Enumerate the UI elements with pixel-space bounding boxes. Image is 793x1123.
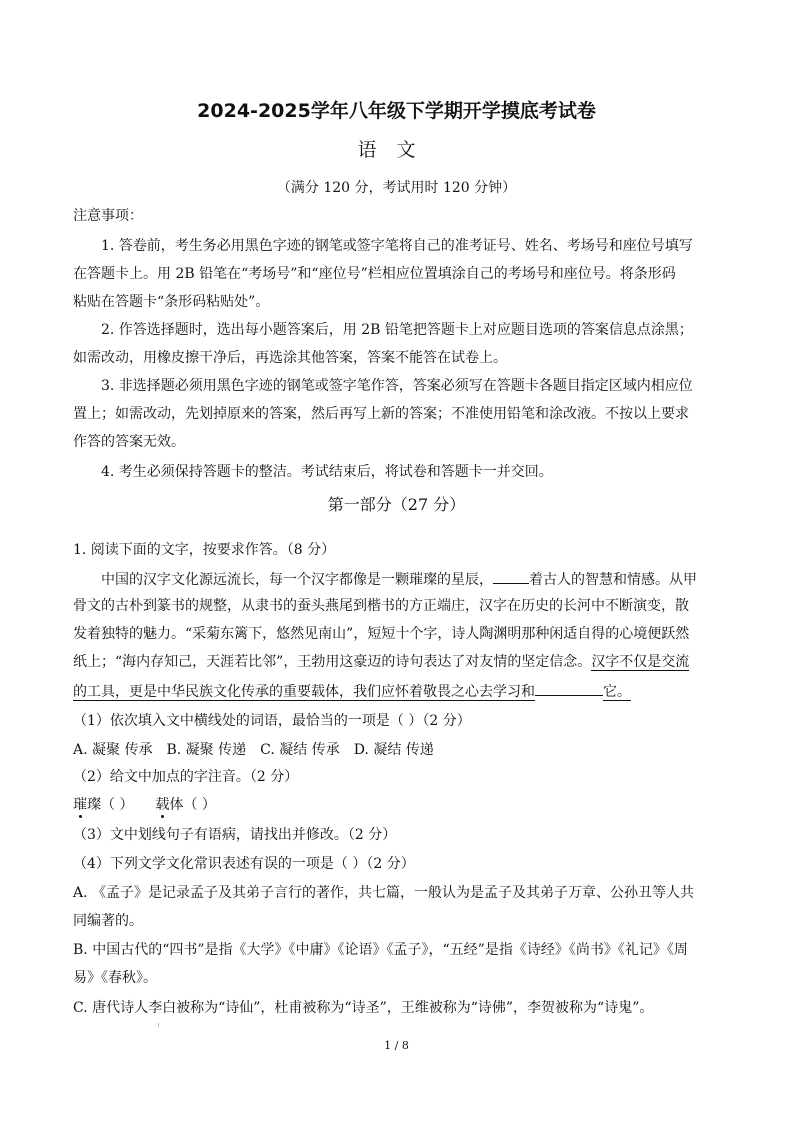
q1-option-b-line-1: B. 中国古代的“四书”是指《大学》《中庸》《论语》《孟子》，“五经”是指《诗经》《尚书》《礼记》《周 — [73, 942, 688, 958]
q1-sub4: （4）下列文学文化常识表述有误的一项是（ ）（2 分） — [73, 856, 415, 872]
q1-passage-line-1 — [101, 568, 697, 590]
q1-sub1: （1）依次填入文中横线处的词语，最恰当的一项是（ ）（2 分） — [73, 713, 471, 729]
notice-1-line-2: 在答题卡上。用 2B 铅笔在“考场号”和“座位号”栏相应位置填涂自己的考场号和座位号。将条形码 — [73, 266, 676, 282]
option-b[interactable]: B. 凝聚 传递 — [166, 742, 247, 758]
fill-blank-1[interactable] — [493, 568, 529, 584]
fill-blank-2[interactable] — [535, 680, 603, 696]
passage-text: 纸上；“海内存知己，天涯若比邻”，王勃用这豪迈的诗句表达了对友情的坚定信念。 — [73, 654, 592, 670]
faint-mark — [158, 1023, 159, 1027]
notice-2-line-1: 2. 作答选择题时，选出每小题答案后，用 2B 铅笔把答题卡上对应题目选项的答案信息点涂黑； — [101, 322, 693, 338]
q1-stem: 1. 阅读下面的文字，按要求作答。（8 分） — [73, 542, 336, 558]
pinyin-blank-1[interactable]: （ ） — [101, 797, 134, 813]
q1-sub1-options — [73, 740, 448, 760]
passage-text: 着古人的智慧和情感。从甲 — [529, 572, 697, 588]
notice-1-line-1: 1. 答卷前，考生务必用黑色字迹的钢笔或签字笔将自己的准考证号、姓名、考场号和座位号填写 — [101, 238, 693, 254]
notice-3-line-2: 置上；如需改动，先划掉原来的答案，然后再写上新的答案；不准使用铅笔和涂改液。不按以上要求 — [73, 406, 689, 422]
word-part: 璨 — [87, 797, 101, 813]
passage-text: 璀 — [409, 572, 423, 588]
underlined-sentence: 汉字不仅是交流 — [591, 654, 690, 670]
option-a[interactable]: A. 凝聚 传承 — [73, 742, 153, 758]
q1-passage-line-3: 发着独特的魅力。“采菊东篱下，悠然见南山”，短短十个字，诗人陶渊明那种闲适自得的心境便跃然 — [73, 626, 690, 642]
score-info: （满分 120 分，考试用时 120 分钟） — [276, 180, 517, 196]
underlined-sentence-end: 它。 — [603, 684, 631, 700]
passage-text: 的星辰， — [437, 572, 493, 588]
notice-3-line-3: 作答的答案无效。 — [73, 434, 185, 450]
option-d[interactable]: D. 凝结 传递 — [353, 742, 434, 758]
q1-option-a-line-2: 同编著的。 — [73, 913, 143, 929]
option-c[interactable]: C. 凝结 传承 — [260, 742, 340, 758]
subject-title: 语文 — [357, 139, 436, 161]
q1-option-b-line-2: 易》《春秋》。 — [73, 970, 157, 986]
q1-sub3: （3）文中划线句子有语病，请找出并修改。（2 分） — [73, 827, 397, 843]
q1-passage-line-5 — [73, 680, 631, 702]
dotted-char: 载 — [155, 797, 170, 813]
notice-heading: 注意事项： — [73, 208, 143, 224]
passage-text: 璨 — [423, 572, 437, 588]
pinyin-blank-2[interactable]: 体（ ） — [169, 797, 216, 813]
q1-passage-line-2: 骨文的古朴到篆书的规整，从隶书的蚕头燕尾到楷书的方正端庄，汉字在历史的长河中不断演变，散 — [73, 598, 689, 614]
notice-3-line-1: 3. 非选择题必须用黑色字迹的钢笔或签字笔作答，答案必须写在答题卡各题目指定区域内相应位 — [101, 378, 693, 394]
exam-title: 2024-2025学年八年级下学期开学摸底考试卷 — [197, 100, 596, 122]
q1-option-a-line-1: A. 《孟子》是记录孟子及其弟子言行的著作，共七篇，一般认为是孟子及其弟子万章、公孙丑等人共 — [73, 885, 695, 901]
section-title: 第一部分（27 分） — [327, 495, 466, 514]
notice-4-line-1: 4. 考生必须保持答题卡的整洁。考试结束后，将试卷和答题卡一并交回。 — [101, 464, 553, 480]
q1-sub2: （2）给文中加点的字注音。（2 分） — [73, 769, 299, 785]
q1-passage-line-4 — [73, 652, 689, 672]
passage-text: 中国的汉字文化源远流长，每一个汉字都像是一颗 — [101, 572, 409, 588]
q1-sub2-words — [73, 795, 216, 815]
q1-option-c: C. 唐代诗人李白被称为“诗仙”，杜甫被称为“诗圣”，王维被称为“诗佛”，李贺被称为“诗鬼”。 — [73, 1000, 654, 1016]
page-number: 1 / 8 — [384, 1039, 409, 1052]
notice-1-line-3: 粘贴在答题卡“条形码粘贴处”。 — [73, 294, 270, 310]
dotted-char: 璀 — [73, 797, 87, 813]
underlined-sentence: 的工具，更是中华民族文化传承的重要载体，我们应怀着敬畏之心去学习和 — [73, 684, 535, 700]
notice-2-line-2: 如需改动，用橡皮擦干净后，再选涂其他答案，答案不能答在试卷上。 — [73, 350, 507, 366]
